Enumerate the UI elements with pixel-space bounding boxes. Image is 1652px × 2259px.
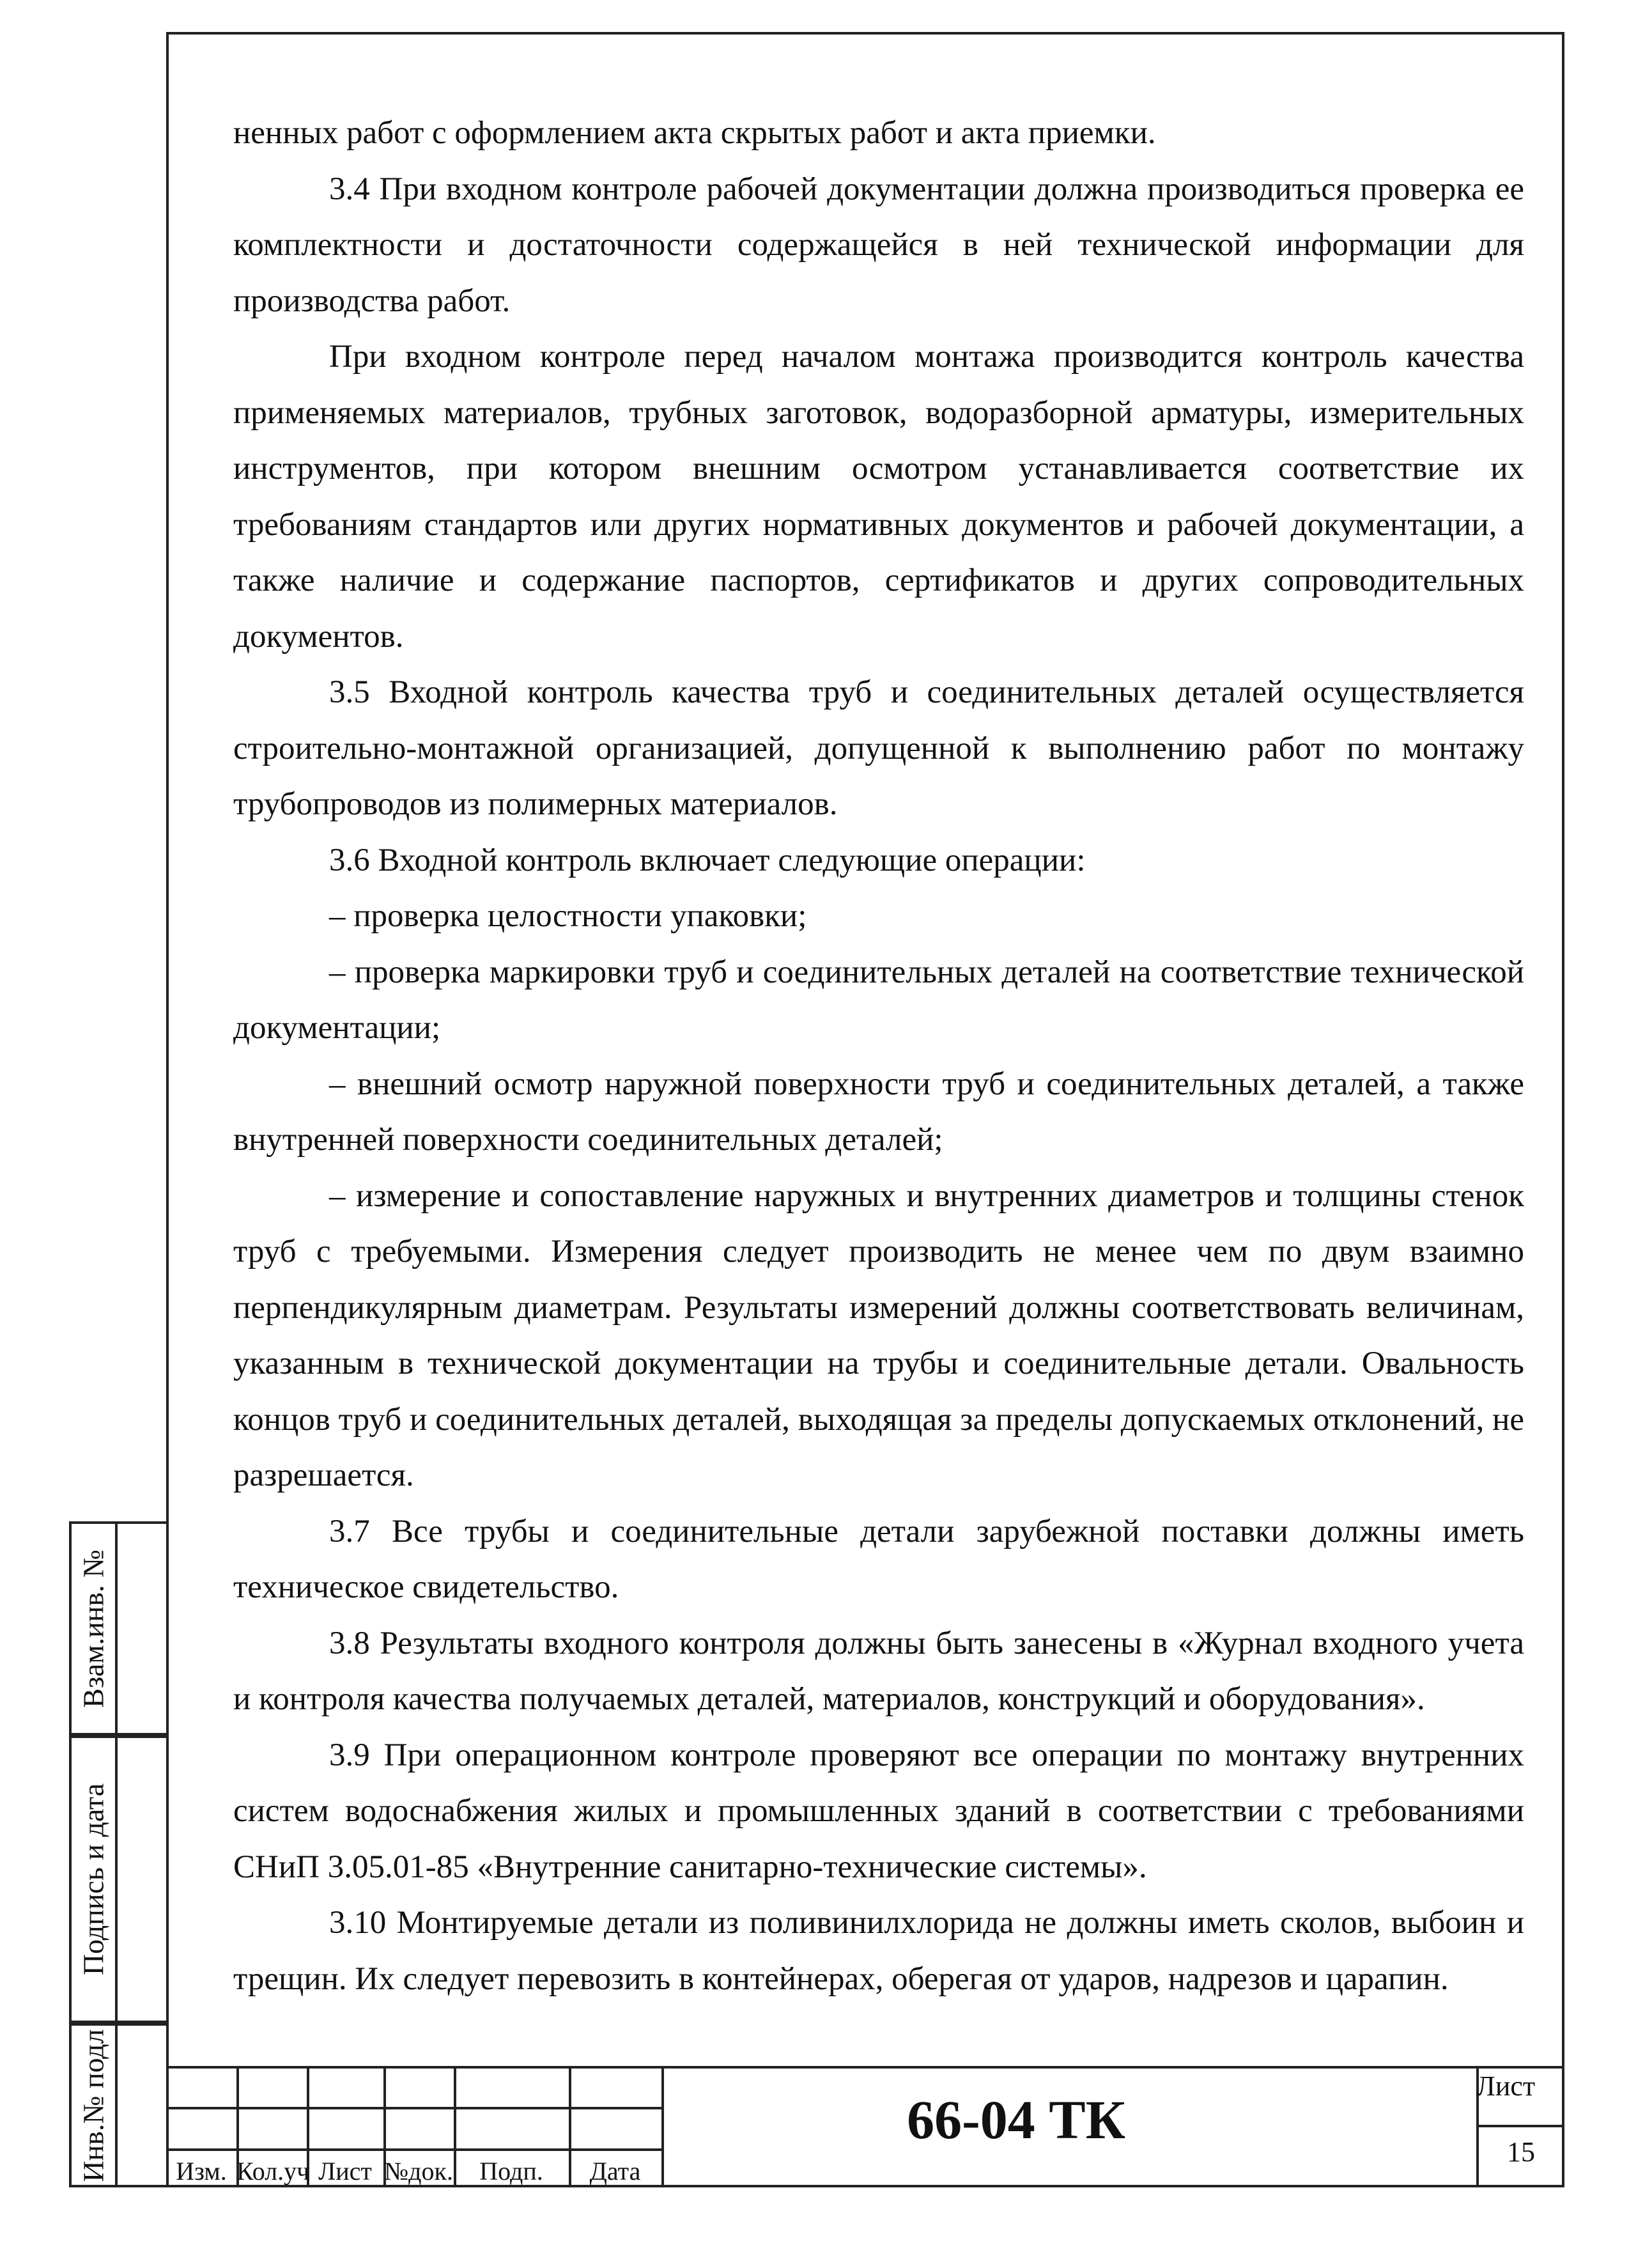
side-label-podpis-data: Подпись и дата [77, 1783, 110, 1976]
paragraph: 3.10 Монтируемые детали из поливинилхлорида не должны иметь сколов, выбоин и трещин. Их следует перевозить в контейнерах, оберегая от ударов, надрезов и царапин. [233, 1905, 1524, 1997]
paragraph: ненных работ с оформлением акта скрытых работ и акта приемки. [233, 115, 1156, 151]
col-podp-label: Подп. [479, 2157, 543, 2185]
paragraph: При входном контроле перед началом монтажа производится контроль качества применяемых материалов, трубных заготовок, водоразборной арматуры, измерительных инструментов, при котором внешним осмотром устанавливается соответствие их требованиям стандартов или других нормативных документов и рабочей документации, а также наличие и содержание паспортов, сертификатов и других сопроводительных документов. [233, 339, 1524, 655]
side-field-podpis-data [69, 1735, 166, 2023]
side-field-inv-podl [69, 2023, 166, 2187]
paragraph: 3.9 При операционном контроле проверяют все операции по монтажу внутренних систем водоснабжения жилых и промышленных зданий в соответствии с требованиями СНиП 3.05.01-85 «Внутренние санитарно-технические системы». [233, 1737, 1524, 1885]
paragraph: 3.8 Результаты входного контроля должны быть занесены в «Журнал входного учета и контроля качества получаемых деталей, материалов, конструкций и оборудования». [233, 1625, 1524, 1717]
side-label-vzam-inv: Взам.инв. № [77, 1549, 110, 1708]
col-list-label: Лист [318, 2157, 372, 2185]
side-field-vzam-inv [69, 1521, 166, 1735]
col-izm-label: Изм. [176, 2157, 227, 2185]
col-ndok-label: №док. [384, 2157, 453, 2185]
document-body [233, 105, 1524, 2007]
paragraph: – проверка целостности упаковки; [329, 898, 807, 934]
col-kol-label: Кол.уч [236, 2157, 310, 2185]
side-label-inv-podl: Инв.№ подл [77, 2028, 110, 2182]
sheet-number: 15 [1507, 2136, 1535, 2168]
paragraph: 3.7 Все трубы и соединительные детали зарубежной поставки должны иметь техническое свидетельство. [233, 1513, 1524, 1605]
paragraph: – проверка маркировки труб и соединительных деталей на соответствие технической документации; [233, 954, 1524, 1046]
paragraph: 3.6 Входной контроль включает следующие операции: [329, 842, 1086, 878]
paragraph: – измерение и сопоставление наружных и внутренних диаметров и толщины стенок труб с требуемыми. Измерения следует производить не менее чем по двум взаимно перпендикулярным диаметрам. Результаты измерений должны соответствовать величинам, указанным в технической документации на трубы и соединительные детали. Овальность концов труб и соединительных деталей, выходящая за пределы допускаемых отклонений, не разрешается. [233, 1177, 1524, 1493]
sheet-label: Лист [1476, 2070, 1536, 2102]
paragraph: – внешний осмотр наружной поверхности труб и соединительных деталей, а также внутренней поверхности соединительных деталей; [233, 1066, 1524, 1158]
paragraph: 3.4 При входном контроле рабочей документации должна производиться проверка ее комплектности и достаточности содержащейся в ней технической информации для производства работ. [233, 171, 1524, 319]
paragraph: 3.5 Входной контроль качества труб и соединительных деталей осуществляется строительно-монтажной организацией, допущенной к выполнению работ по монтажу трубопроводов из полимерных материалов. [233, 674, 1524, 822]
document-code: 66-04 ТК [907, 2089, 1125, 2150]
title-block [166, 2066, 1564, 2187]
col-data-label: Дата [589, 2157, 641, 2185]
